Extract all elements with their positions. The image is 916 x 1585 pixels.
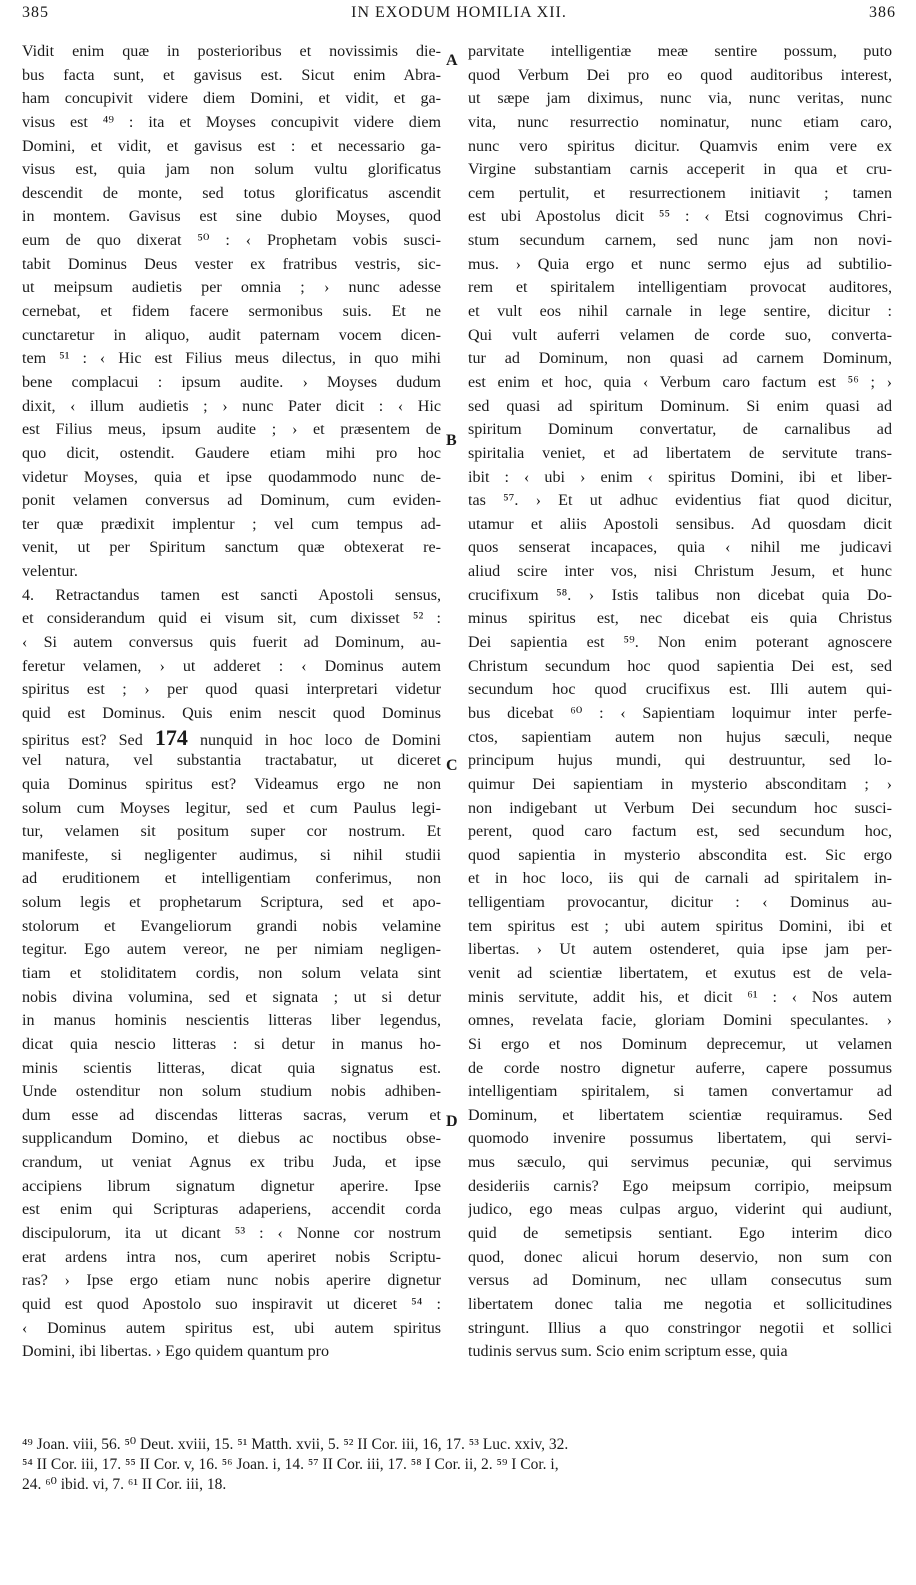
margin-marker-c: C	[446, 757, 458, 774]
left-column-line: ut meipsum audietis per omnia ; › nunc adesse	[22, 279, 441, 297]
left-column-line: quid est Dominus. Quis enim nescit quod Dominus	[22, 704, 441, 722]
page-number-right: 386	[869, 4, 896, 21]
right-column-line: est ubi Apostolus dicit ⁵⁵ : ‹ Etsi cognovimus Chri-	[468, 208, 892, 226]
right-column-line: Si ergo et nos Dominum deprecemur, ut velamen	[468, 1035, 892, 1053]
right-column-line: venit ad scientiæ libertatem, et exutus est de vela-	[468, 964, 892, 982]
right-column-line: parvitate intelligentiæ meæ sentire possum, puto	[468, 43, 892, 60]
margin-marker-a: A	[446, 52, 458, 69]
right-column-line: sed quasi ad spiritum Dominum. Si enim quasi ad	[468, 397, 892, 415]
left-column-line: velentur.	[22, 563, 78, 581]
right-column-line: spiritum Dominum convertatur, de carnalibus ad	[468, 421, 892, 439]
left-column-line: est Filius meus, ipsum audite ; › et præsentem de	[22, 421, 441, 439]
right-column-line: judico, ego meas culpas arguo, viderint qui audiunt,	[468, 1201, 892, 1219]
right-column-line: quimur Dei sapientiam in mysterio absconditam ; ›	[468, 775, 892, 793]
right-column-line: cem pertulit, et resurrectionem initiavit ; tamen	[468, 184, 892, 202]
left-column-line: descendit de monte, sed totus glorificatus ascendit	[22, 184, 441, 202]
left-column-line: ad eruditionem et intelligentiam conferimus, non	[22, 870, 441, 888]
right-column-line: libertas. › Ut autem ostenderet, quia ipse jam per-	[468, 941, 892, 959]
right-column-line: est enim et hoc, quia ‹ Verbum caro factum est ⁵⁶ ; ›	[468, 373, 892, 391]
column-marker-number: 174	[154, 725, 188, 750]
footnotes	[22, 1435, 892, 1495]
right-column-line: quod sapientia in mysterio abscondita est. Sic ergo	[468, 846, 892, 864]
left-column-line: tiam et stoliditatem cordis, non solum velata sint	[22, 964, 441, 982]
right-column-line: non indigebant ut Verbum Dei secundum hoc susci-	[468, 799, 892, 817]
left-column-line: ter quæ prædixit implentur ; vel cum tempus ad-	[22, 515, 441, 533]
left-column-line: cunctaretur in aliquo, audit paternam vocem dicen-	[22, 326, 441, 344]
right-column-line: mus. › Quia ergo et nunc sermo ejus ad subtilio-	[468, 255, 892, 273]
left-column-line: ponit velamen conversus ad Dominum, cum eviden-	[22, 492, 441, 510]
left-column-line: Vidit enim quæ in posterioribus et novissimis die-	[22, 43, 441, 60]
left-column-line: ‹ Si autem conversus quis fuerit ad Dominum, au-	[22, 634, 441, 652]
left-column-line: solum legis et prophetarum Scriptura, sed et apo-	[22, 894, 441, 912]
left-column-line: Unde ostenditur non solum studium nobis adhiben-	[22, 1083, 441, 1101]
left-column-line: tegitur. Ego autem vereor, ne per nimiam negligen-	[22, 941, 441, 959]
left-column-line: quia Dominus spiritus est? Videamus ergo ne non	[22, 775, 441, 793]
left-column-line: accipiens librum signatum dignetur aperire. Ipse	[22, 1177, 441, 1195]
right-column-line: Christum secundum hoc quod sapientia Dei est, sed	[468, 657, 892, 675]
left-column-line: visus est, quia jam non solum vultu glorificatus	[22, 161, 441, 179]
right-column-line: desideriis carnis? Ego meipsum corripio, meipsum	[468, 1177, 892, 1195]
footnote-line: ⁴⁹ Joan. viii, 56. ⁵⁰ Deut. xviii, 15. ⁵¹ Matth. xvii, 5. ⁵² II Cor. iii, 16, 17. ⁵³ Luc. xxiv, 32.	[22, 1436, 569, 1453]
right-column-line: perent, quod caro factum est, sed secundum hoc,	[468, 823, 892, 841]
right-column-line: ut sæpe jam diximus, nunc via, nunc veritas, nunc	[468, 90, 892, 108]
left-column-line: tem ⁵¹ : ‹ Hic est Filius meus dilectus, in quo mihi	[22, 350, 441, 368]
right-column-line: vita, nunc resurrectio nominatur, nunc etiam caro,	[468, 113, 892, 131]
left-column-line: dixit, ‹ illum audietis ; › nunc Pater dicit : ‹ Hic	[22, 397, 441, 415]
left-column-line: crandum, ut veniat Agnus ex tribu Juda, et ipse	[22, 1154, 441, 1172]
left-column-line: erat ardens intra nos, cum aperiret nobis Scriptu-	[22, 1248, 441, 1266]
right-column-line: Qui vult auferri velamen de corde suo, converta-	[468, 326, 892, 344]
left-column-line: venit, ut per Spiritum sanctum quæ obtexerat re-	[22, 539, 441, 557]
right-column-line: versus ad Dominum, nec ullam consecutus sum	[468, 1272, 892, 1290]
right-column-line: stringunt. Illius a quo constringor negotii et sollici	[468, 1319, 892, 1337]
right-column-line: tas ⁵⁷. › Et ut adhuc evidentius fiat quod dicitur,	[468, 492, 892, 510]
right-column-line: minis servitute, addit his, et dicit ⁶¹ : ‹ Nos autem	[468, 988, 892, 1006]
left-column-line: bus facta sunt, et gavisus est. Sicut enim Abra-	[22, 66, 441, 84]
left-column-line: solum cum Moyses legitur, sed et cum Paulus legi-	[22, 799, 441, 817]
left-column-line: ham concupivit videre diem Domini, et vidit, et ga-	[22, 90, 441, 108]
page-number-left: 385	[22, 4, 49, 21]
left-column-line: tabit Dominus Deus vester ex fratribus vestris, sic-	[22, 255, 441, 273]
left-column-line: spiritus est? Sed 174 nunquid in hoc loco de Domini	[22, 725, 441, 750]
margin-marker-d: D	[446, 1113, 458, 1130]
right-column-line: quid de semetipsis sentiant. Ego interim dico	[468, 1225, 892, 1243]
left-column-line: discipulorum, ita ut dicant ⁵³ : ‹ Nonne cor nostrum	[22, 1225, 441, 1243]
right-column-line: aliud scire inter vos, nisi Christum Jesum, et hunc	[468, 563, 892, 581]
right-column-line: spiritalia veniet, et ad libertatem de servitute trans-	[468, 444, 892, 462]
footnote-line: ⁵⁴ II Cor. iii, 17. ⁵⁵ II Cor. v, 16. ⁵⁶ Joan. i, 14. ⁵⁷ II Cor. iii, 17. ⁵⁸ I Cor. ii, 2. ⁵⁹ I Cor. i,	[22, 1456, 559, 1473]
left-column-line: Domini, ibi libertas. › Ego quidem quantum pro	[22, 1343, 330, 1361]
left-column-line: eum de quo dixerat ⁵⁰ : ‹ Prophetam vobis susci-	[22, 232, 441, 250]
left-column-line: Domini, et vidit, et gavisus est : et necessario ga-	[22, 137, 441, 155]
left-column-line: dicat quia nescio litteras : si detur in manus ho-	[22, 1035, 441, 1053]
left-column-line: in montem. Gavisus est sine dubio Moyses, quod	[22, 208, 441, 226]
right-column-line: ibit : ‹ ubi › enim ‹ spiritus Domini, ibi et liber-	[468, 468, 892, 486]
right-column-line: secundum hoc quod crucifixus est. Illi autem qui-	[468, 681, 892, 699]
right-column-line: crucifixum ⁵⁸. › Istis talibus non dicebat quia Do-	[468, 586, 892, 604]
running-title: IN EXODUM HOMILIA XII.	[351, 4, 567, 21]
right-column-line: tudinis servus sum. Scio enim scriptum esse, quia	[468, 1343, 788, 1361]
right-column-line: stum secundum carnem, sed nunc jam non novi-	[468, 232, 892, 250]
right-column-line: quod, donec alicui horum deservio, non sum con	[468, 1248, 892, 1266]
right-column-line: tem spiritus est ; ubi autem spiritus Domini, ibi et	[468, 917, 892, 935]
left-column-line: est enim qui Scripturas adaperiens, accendit corda	[22, 1201, 441, 1219]
left-column-line: videtur Moyses, quia et ipse quodammodo nunc de-	[22, 468, 441, 486]
left-column-line: quid est quod Apostolo suo inspiravit ut diceret ⁵⁴ :	[22, 1295, 441, 1313]
left-column-line: 4. Retractandus tamen est sancti Apostoli sensus,	[22, 586, 441, 604]
left-column-line: spiritus est ; › per quod quasi interpretari videtur	[22, 681, 441, 699]
right-column-line: ctos, sapientiam autem non hujus sæculi, neque	[468, 728, 892, 746]
left-column-line: visus est ⁴⁹ : ita et Moyses concupivit videre diem	[22, 113, 441, 131]
right-column-line: quod Verbum Dei pro eo quod auditoribus interest,	[468, 66, 892, 84]
right-column-line: de corde nostro dignetur auferre, capere possumus	[468, 1059, 892, 1077]
left-column-line: manifeste, si negligenter audimus, si nihil studii	[22, 846, 441, 864]
left-column-line: stolorum et Evangeliorum grandi nobis velamine	[22, 917, 441, 935]
left-column-line: quo dicit, ostendit. Gaudere etiam mihi pro hoc	[22, 444, 441, 462]
right-column-line: utamur et aliis Apostoli sensibus. Ad quosdam dicit	[468, 515, 892, 533]
right-column-line: telligentiam provocantur, dicitur : ‹ Dominus au-	[468, 894, 892, 912]
left-column-line: nobis divina volumina, sed et signata ; ut si detur	[22, 988, 441, 1006]
left-column-line: ‹ Dominus autem spiritus est, ubi autem spiritus	[22, 1319, 441, 1337]
right-column-line: et vult eos nihil carnale in lege sentire, dicitur :	[468, 303, 892, 321]
left-column-line: feretur velamen, › ut adderet : ‹ Dominus autem	[22, 657, 441, 675]
right-column-line: minus spiritus est, nec dicebat eis quia Christus	[468, 610, 892, 628]
right-column-line: et in hoc loco, iis qui de carnali ad spiritalem in-	[468, 870, 892, 888]
right-column-line: tur ad Dominum, non quasi ad carnem Dominum,	[468, 350, 892, 368]
right-column-line: mus sæculo, qui servimus pecuniæ, qui servimus	[468, 1154, 892, 1172]
right-column-line: bus dicebat ⁶⁰ : ‹ Sapientiam loquimur inter perfe-	[468, 704, 892, 722]
margin-marker-b: B	[446, 432, 457, 449]
left-column-line: cernebat, et fidem facere sermonibus suis. Et ne	[22, 303, 441, 321]
left-column-line: ras? › Ipse ergo etiam nunc nobis aperire dignetur	[22, 1272, 441, 1290]
footnote-line: 24. ⁶⁰ ibid. vi, 7. ⁶¹ II Cor. iii, 18.	[22, 1476, 227, 1493]
right-column-line: intelligentiam spiritalem, si tamen convertamur ad	[468, 1083, 892, 1101]
right-column-line: libertatem donec talia me negotia et sollicitudines	[468, 1295, 892, 1313]
right-column-line: rem et spiritalem intelligentiam provocat auditores,	[468, 279, 892, 297]
left-column-line: dum esse ad discendas litteras sacras, verum et	[22, 1106, 441, 1124]
right-column-line: Dei sapientia est ⁵⁹. Non enim poterant agnoscere	[468, 634, 892, 652]
left-column-line: vel natura, vel substantia tractabatur, ut diceret	[22, 752, 441, 770]
left-column-line: et considerandum quid ei visum sit, cum dixisset ⁵² :	[22, 610, 441, 628]
running-header	[22, 4, 896, 30]
left-column-line: in manus hominis nescientis litteras liber legendus,	[22, 1012, 441, 1030]
left-column-line: supplicandum Domino, et diebus ac noctibus obse-	[22, 1130, 441, 1148]
left-column	[22, 40, 441, 1364]
right-column-line: nunc vero spiritus dicitur. Quamvis enim vere ex	[468, 137, 892, 155]
right-column-line: Dominum, et libertatem scientiæ requiramus. Sed	[468, 1106, 892, 1124]
right-column	[468, 40, 892, 1364]
right-column-line: principum hujus mundi, qui destruuntur, sed lo-	[468, 752, 892, 770]
left-column-line: tur, velamen sit positum super cor nostrum. Et	[22, 823, 441, 841]
right-column-line: quos senserat incapaces, quia ‹ nihil me judicavi	[468, 539, 892, 557]
right-column-line: omnes, revelata facie, gloriam Domini speculantes. ›	[468, 1012, 892, 1030]
right-column-line: quomodo invenire possumus libertatem, qui servi-	[468, 1130, 892, 1148]
left-column-line: bene complacui : ipsum audite. › Moyses dudum	[22, 373, 441, 391]
left-column-line: minis scientis litteras, dicat quia signatus est.	[22, 1059, 441, 1077]
right-column-line: Virgine substantiam carnis acceperit in qua et cru-	[468, 161, 892, 179]
